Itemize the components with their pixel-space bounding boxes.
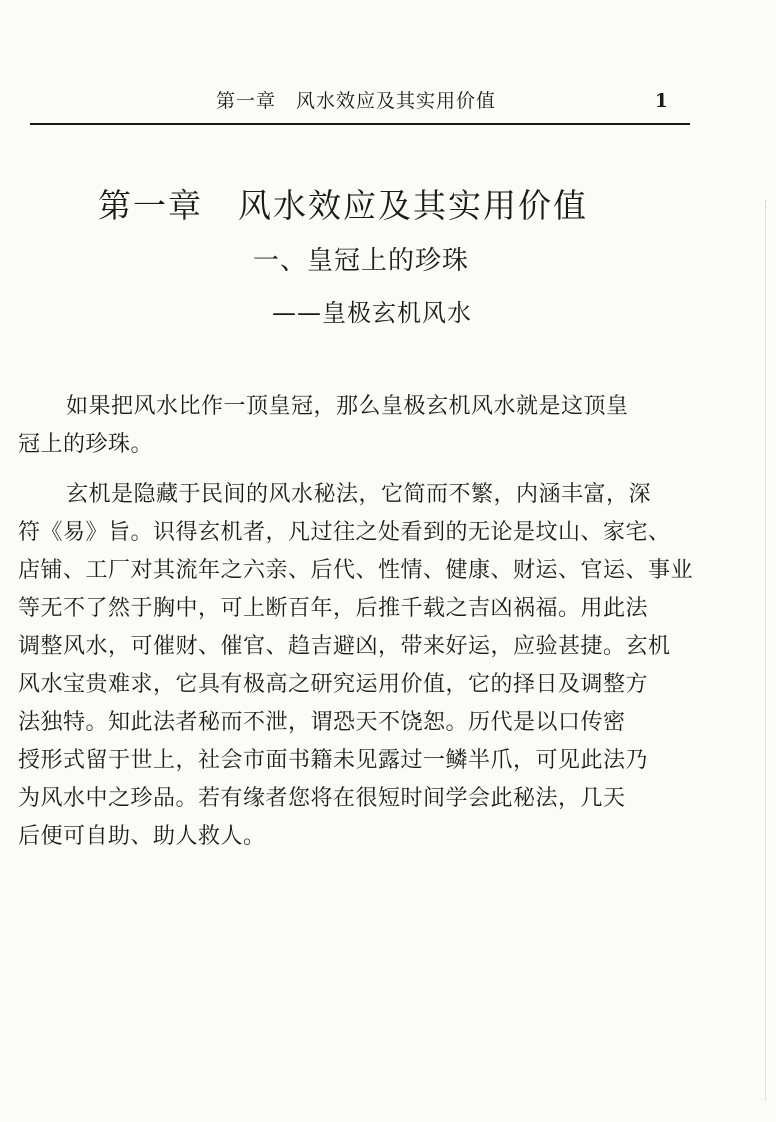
section-title: 一、皇冠上的珍珠 bbox=[253, 246, 470, 276]
running-header bbox=[30, 86, 690, 122]
chapter-title: 第一章 风水效应及其实用价值 bbox=[98, 186, 588, 225]
paragraph-2-line: 后便可自助、助人救人。 bbox=[18, 824, 266, 849]
paragraph-2-line: 风水宝贵难求，它具有极高之研究运用价值，它的择日及调整方 bbox=[18, 672, 649, 697]
paragraph-1-line: 冠上的珍珠。 bbox=[18, 432, 154, 457]
running-title: 第一章 风水效应及其实用价值 bbox=[216, 90, 497, 112]
scan-page-edge bbox=[765, 200, 776, 1100]
paragraph-2-line: 符《易》旨。识得玄机者，凡过往之处看到的无论是坟山、家宅、 bbox=[18, 520, 671, 545]
page-number: 1 bbox=[654, 90, 668, 112]
paragraph-2-line: 店铺、工厂对其流年之六亲、后代、性情、健康、财运、官运、事业 bbox=[18, 558, 694, 583]
paragraph-gap bbox=[18, 464, 684, 476]
paragraph-2-line: 玄机是隐藏于民间的风水秘法，它简而不繁，内涵丰富，深 bbox=[66, 482, 652, 507]
paragraph-2-line: 等无不了然于胸中，可上断百年，后推千载之吉凶祸福。用此法 bbox=[18, 596, 649, 621]
paragraph-2-line: 授形式留于世上，社会市面书籍未见露过一鳞半爪，可见此法乃 bbox=[18, 748, 649, 773]
paragraph-2-line: 法独特。知此法者秘而不泄，谓恐天不饶恕。历代是以口传密 bbox=[18, 710, 626, 735]
paragraph-1-line: 如果把风水比作一顶皇冠，那么皇极玄机风水就是这顶皇 bbox=[66, 394, 629, 419]
section-subtitle: ——皇极玄机风水 bbox=[272, 299, 472, 327]
paragraph-2-line: 调整风水，可催财、催官、趋吉避凶，带来好运，应验甚捷。玄机 bbox=[18, 634, 671, 659]
body-text bbox=[18, 388, 694, 856]
paragraph-2-line: 为风水中之珍品。若有缘者您将在很短时间学会此秘法，几天 bbox=[18, 786, 626, 811]
header-rule bbox=[30, 123, 690, 125]
